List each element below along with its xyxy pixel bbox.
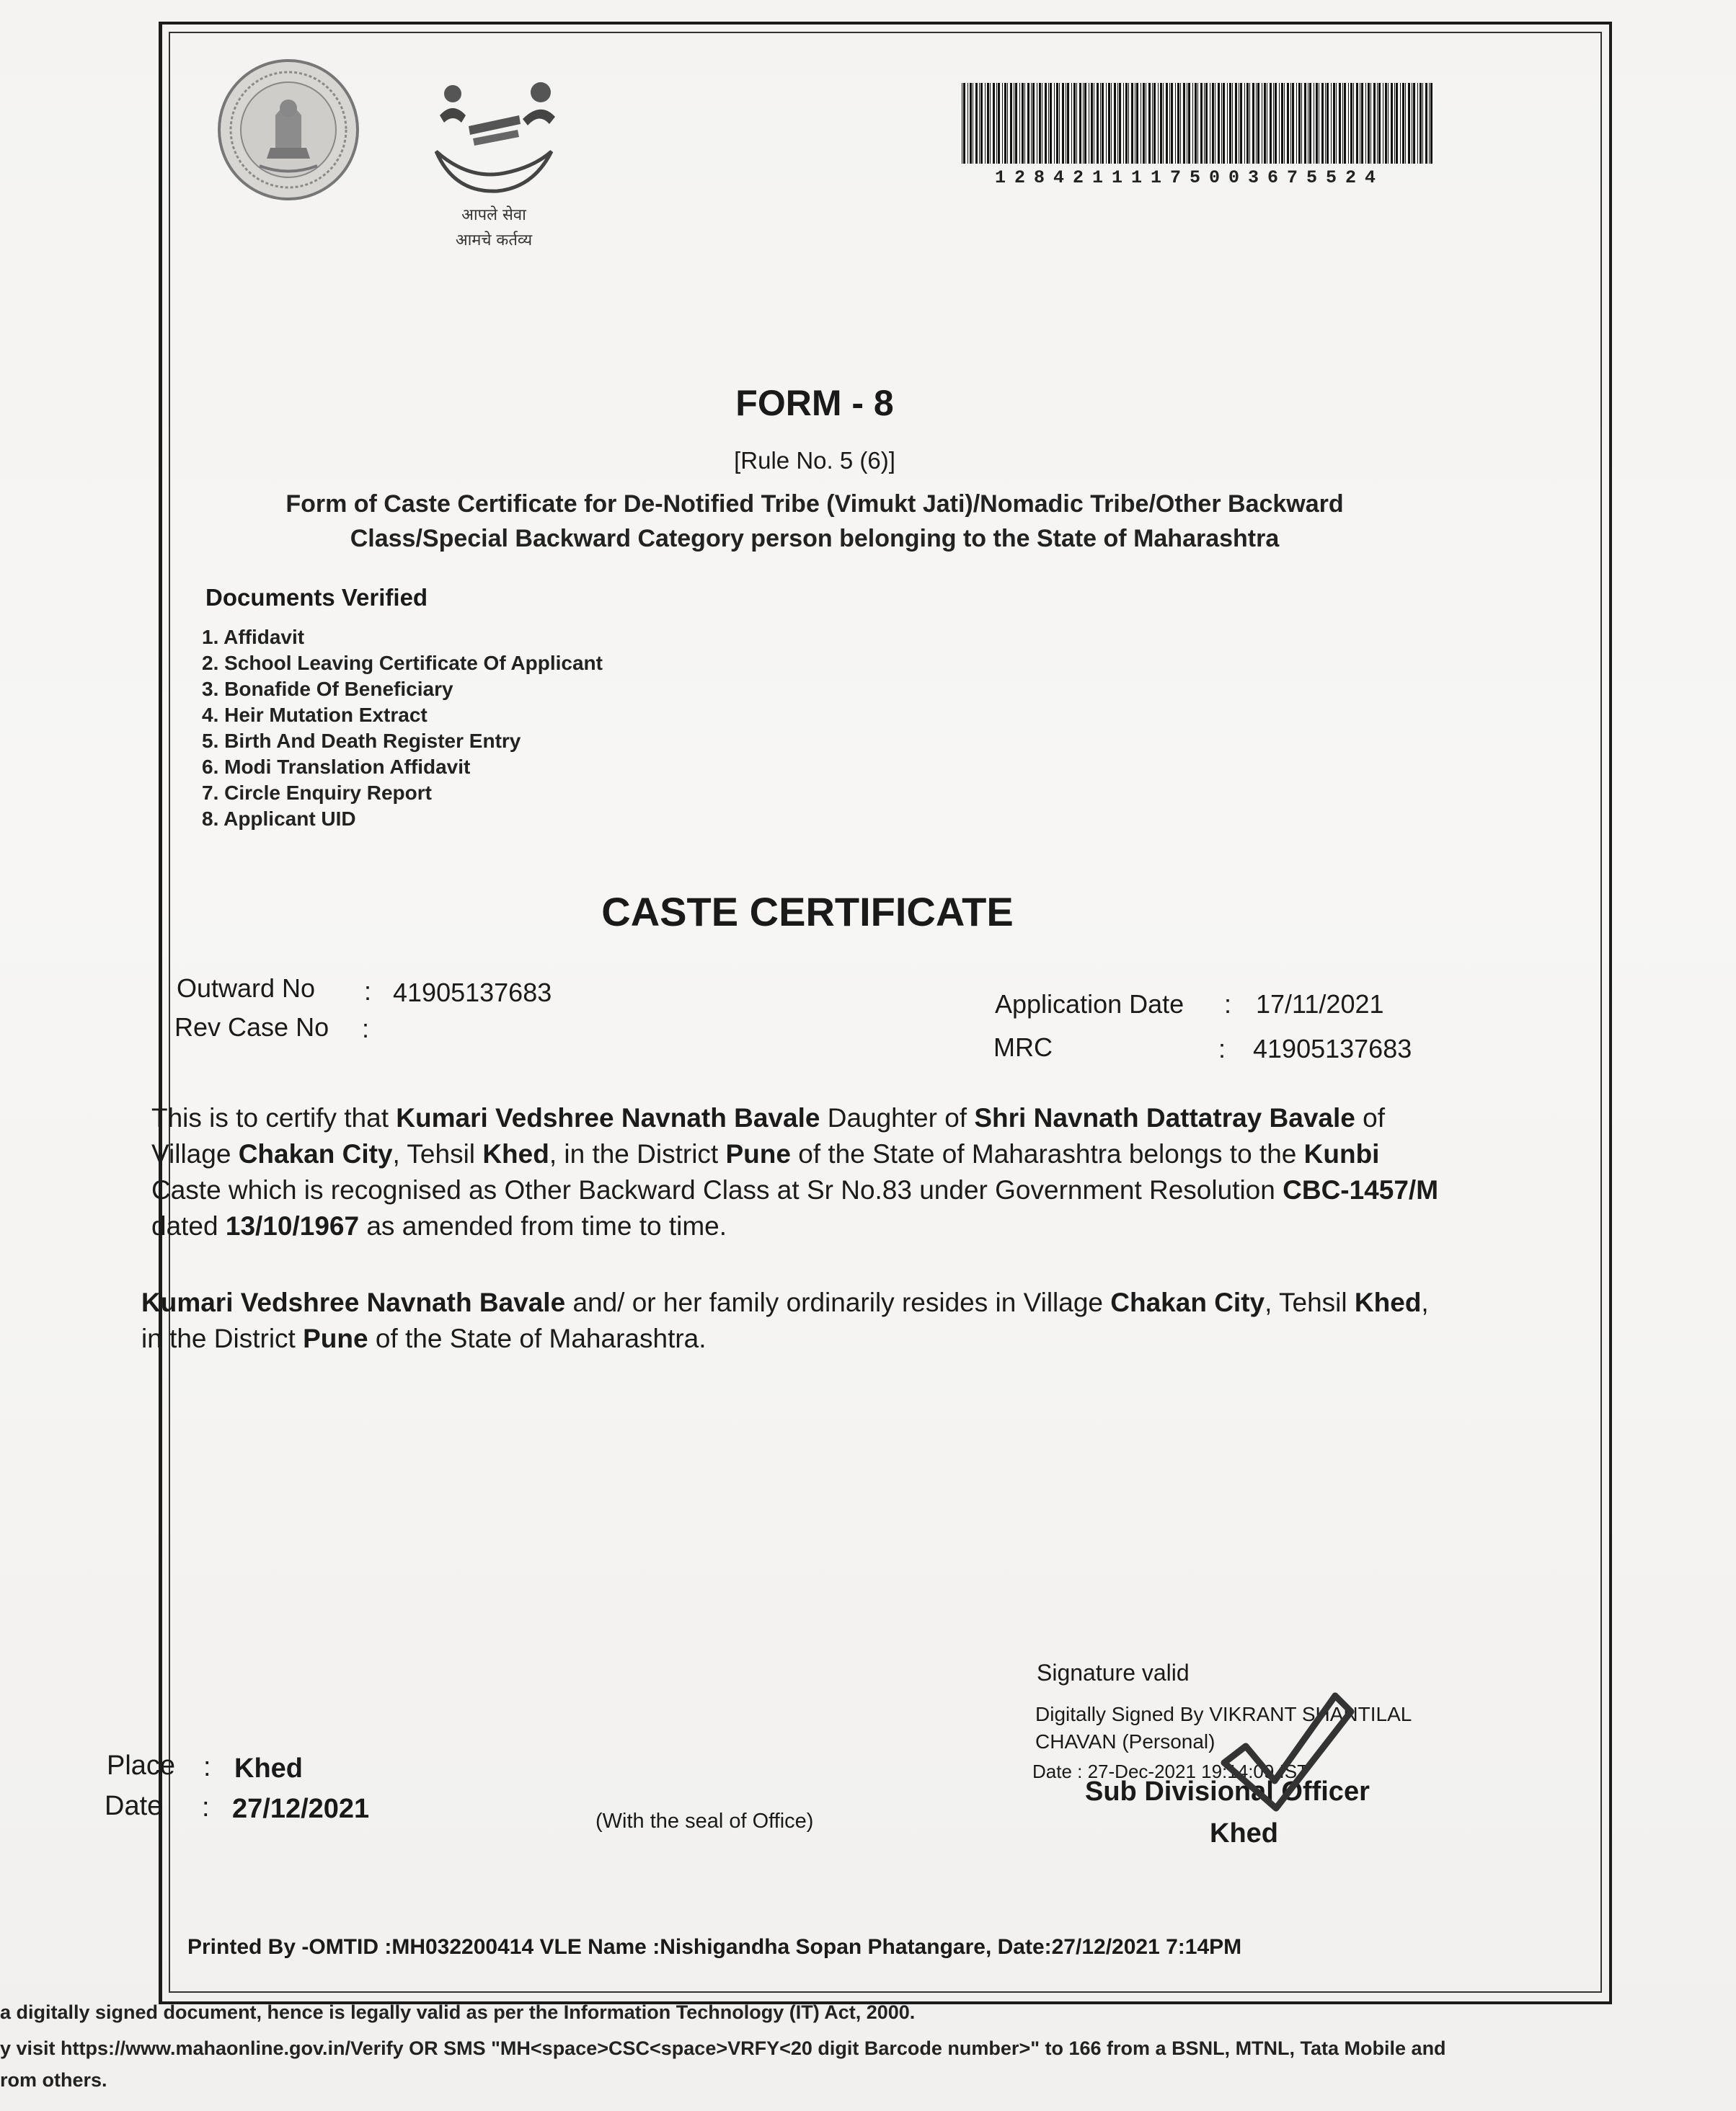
- text: of the State of Maharashtra.: [375, 1324, 707, 1353]
- barcode-bar: [1180, 83, 1181, 164]
- rev-case-colon: :: [362, 1014, 370, 1043]
- barcode-bar: [996, 83, 997, 164]
- barcode-bar: [1175, 83, 1176, 164]
- barcode-bar: [1246, 83, 1249, 164]
- barcode-bar: [1301, 83, 1302, 164]
- signature-valid-check-icon: [1218, 1687, 1355, 1817]
- date-value: 27/12/2021: [232, 1794, 370, 1824]
- barcode-bar: [1333, 83, 1335, 164]
- documents-heading: Documents Verified: [205, 584, 428, 611]
- barcode-bar: [1402, 83, 1404, 164]
- barcode-bar: [1298, 83, 1301, 164]
- barcode-bar: [1004, 83, 1006, 164]
- barcode-bar: [1385, 83, 1387, 164]
- barcode-bar: [1083, 83, 1084, 164]
- text: ,: [1265, 1288, 1272, 1317]
- text: Tehsil: [1279, 1288, 1347, 1317]
- certificate-title: CASTE CERTIFICATE: [601, 889, 1014, 934]
- barcode-bar: [987, 83, 989, 164]
- barcode-bar: [1270, 83, 1272, 164]
- signed-by: Digitally Signed By VIKRANT SHANTILAL: [1035, 1703, 1412, 1725]
- barcode-bar: [1400, 83, 1401, 164]
- barcode-bar: [1273, 83, 1274, 164]
- aaple-text-1: आपले सेवा: [461, 206, 526, 224]
- barcode-bar: [1388, 83, 1389, 164]
- printed-by: Printed By -OMTID :MH032200414 VLE Name :Nishigandha Sopan Phatangare, Date:27/12/2021 7:14PM: [187, 1935, 1242, 1959]
- signed-date: Date : 27-Dec-2021 19:14:09 IST: [1032, 1761, 1309, 1782]
- legal-note-line-2: y visit https://www.mahaonline.gov.in/Verify OR SMS "MH<space>CSC<space>VRFY<20 digit Barcode number>" to 166 from a BSNL, MTNL, Tata Mobile and: [0, 2037, 1446, 2059]
- barcode-bar: [1076, 83, 1077, 164]
- legal-note-line-3: rom others.: [0, 2069, 107, 2091]
- barcode-bar: [1045, 83, 1047, 164]
- text: dated: [151, 1211, 218, 1241]
- text: , in the District: [549, 1139, 719, 1169]
- list-item: 6. Modi Translation Affidavit: [202, 756, 471, 778]
- barcode-bar: [1420, 83, 1422, 164]
- barcode-bar: [990, 83, 991, 164]
- barcode-bar: [1056, 83, 1058, 164]
- barcode-bar: [1348, 83, 1349, 164]
- barcode-bar: [1309, 83, 1311, 164]
- barcode-bar: [1152, 83, 1153, 164]
- barcode-bar: [1252, 83, 1254, 164]
- barcode-bar: [1010, 83, 1012, 164]
- subtitle-line-2: Class/Special Backward Category person belonging to the State of Maharashtra: [350, 525, 1280, 552]
- barcode-bar: [1361, 83, 1363, 164]
- barcode-bar: [1223, 83, 1225, 164]
- barcode-bar: [1031, 83, 1032, 164]
- barcode-bar: [1079, 83, 1081, 164]
- barcode-bar: [1296, 83, 1297, 164]
- barcode-bar: [1417, 83, 1418, 164]
- village: Chakan City: [238, 1139, 393, 1169]
- barcode-bar: [1166, 83, 1168, 164]
- barcode-bar: [1106, 83, 1107, 164]
- barcode-bar: [1163, 83, 1164, 164]
- barcode-bar: [1007, 83, 1008, 164]
- district: Pune: [725, 1139, 791, 1169]
- barcode-bar: [979, 83, 980, 164]
- resolution-date: 13/10/1967: [225, 1211, 360, 1241]
- barcode-bar: [1027, 83, 1029, 164]
- place-label: Place: [107, 1751, 176, 1781]
- barcode-bar: [1316, 83, 1318, 164]
- barcode-bar: [1024, 83, 1025, 164]
- barcode-bar: [1192, 83, 1193, 164]
- list-item: 4. Heir Mutation Extract: [202, 704, 428, 726]
- barcode-bar: [1148, 83, 1151, 164]
- barcode-bar: [1405, 83, 1406, 164]
- barcode-bar: [1048, 83, 1049, 164]
- barcode: [959, 83, 1442, 173]
- barcode-bar: [1131, 83, 1133, 164]
- barcode-bar: [1430, 83, 1432, 164]
- rule-number: [Rule No. 5 (6)]: [734, 447, 895, 474]
- district: Pune: [303, 1324, 368, 1353]
- barcode-bar: [1325, 83, 1326, 164]
- list-item: 3. Bonafide Of Beneficiary: [202, 678, 453, 700]
- barcode-bar: [970, 83, 972, 164]
- signed-name: CHAVAN (Personal): [1035, 1730, 1215, 1753]
- barcode-bar: [1256, 83, 1257, 164]
- application-date-value: 17/11/2021: [1256, 989, 1384, 1019]
- barcode-bar: [1195, 83, 1197, 164]
- text: , in the District: [141, 1288, 1429, 1353]
- barcode-bar: [1059, 83, 1060, 164]
- barcode-bar: [1097, 83, 1099, 164]
- barcode-bar: [1244, 83, 1245, 164]
- certification-paragraph: [151, 1100, 1449, 1244]
- barcode-bar: [1123, 83, 1124, 164]
- barcode-bar: [1177, 83, 1179, 164]
- barcode-bar: [1050, 83, 1052, 164]
- barcode-bar: [1331, 83, 1332, 164]
- barcode-bar: [967, 83, 968, 164]
- applicant-name: Kumari Vedshree Navnath Bavale: [396, 1103, 820, 1133]
- maharashtra-emblem-icon: [216, 58, 360, 202]
- barcode-bar: [1143, 83, 1145, 164]
- barcode-bar: [1353, 83, 1354, 164]
- barcode-bar: [1275, 83, 1277, 164]
- barcode-bar: [1119, 83, 1121, 164]
- barcode-bar: [1413, 83, 1415, 164]
- tehsil: Khed: [1354, 1288, 1422, 1317]
- applicant-name: Kumari Vedshree Navnath Bavale: [141, 1288, 566, 1317]
- barcode-bar: [1117, 83, 1118, 164]
- barcode-bar: [993, 83, 995, 164]
- tehsil: Khed: [482, 1139, 549, 1169]
- mrc-value: 41905137683: [1253, 1034, 1412, 1063]
- list-item: 8. Applicant UID: [202, 807, 356, 830]
- subtitle-line-1: Form of Caste Certificate for De-Notified Tribe (Vimukt Jati)/Nomadic Tribe/Other Backward: [285, 490, 1344, 518]
- barcode-bar: [1218, 83, 1220, 164]
- mrc-colon: :: [1218, 1034, 1226, 1063]
- outward-value: 41905137683: [393, 978, 552, 1007]
- barcode-bar: [1229, 83, 1231, 164]
- date-colon: :: [202, 1792, 210, 1823]
- barcode-bar: [1422, 83, 1423, 164]
- barcode-bar: [1365, 83, 1366, 164]
- barcode-bar: [1084, 83, 1086, 164]
- barcode-bar: [1153, 83, 1156, 164]
- barcode-bar: [1342, 83, 1343, 164]
- barcode-bar: [1377, 83, 1378, 164]
- barcode-bar: [1158, 83, 1159, 164]
- barcode-bar: [1204, 83, 1205, 164]
- barcode-bar: [1128, 83, 1129, 164]
- officer-title: Sub Divisional Officer: [1085, 1776, 1370, 1807]
- text: Daughter of: [827, 1103, 967, 1133]
- list-item: 2. School Leaving Certificate Of Applicant: [202, 652, 603, 674]
- text: as amended from time to time.: [366, 1211, 727, 1241]
- barcode-bar: [1102, 83, 1104, 164]
- mrc-label: MRC: [993, 1032, 1053, 1062]
- inner-border: [169, 32, 1602, 1993]
- barcode-bar: [1396, 83, 1398, 164]
- text: Caste which is recognised as Other Backward Class at Sr No.83 under Government Resolution: [151, 1175, 1275, 1205]
- barcode-bar: [1073, 83, 1076, 164]
- barcode-bar: [1071, 83, 1072, 164]
- barcode-bar: [1019, 83, 1020, 164]
- barcode-bar: [1002, 83, 1003, 164]
- barcode-bar: [1321, 83, 1324, 164]
- aaple-sarkar-logo-icon: [425, 72, 562, 252]
- barcode-bar: [1091, 83, 1093, 164]
- barcode-bar: [1067, 83, 1069, 164]
- place-value: Khed: [234, 1753, 303, 1784]
- resolution-number: CBC-1457/M: [1283, 1175, 1439, 1205]
- text: This is to certify that: [151, 1103, 389, 1133]
- father-name: Shri Navnath Dattatray Bavale: [974, 1103, 1355, 1133]
- barcode-bar: [1279, 83, 1280, 164]
- barcode-bar: [1125, 83, 1128, 164]
- barcode-bar: [1100, 83, 1101, 164]
- barcode-bar: [1221, 83, 1222, 164]
- barcode-bar: [1032, 83, 1035, 164]
- village: Chakan City: [1110, 1288, 1265, 1317]
- barcode-bar: [975, 83, 978, 164]
- barcode-bar: [1408, 83, 1410, 164]
- barcode-bar: [1062, 83, 1064, 164]
- aaple-text-2: आमचे कर्तव्य: [455, 231, 533, 249]
- text: , Tehsil: [392, 1139, 476, 1169]
- barcode-bar: [963, 83, 965, 164]
- application-date-colon: :: [1224, 989, 1232, 1019]
- residence-paragraph: [141, 1285, 1453, 1357]
- barcode-bar: [1290, 83, 1291, 164]
- barcode-bar: [1391, 83, 1393, 164]
- barcode-bar: [1373, 83, 1376, 164]
- barcode-bar: [1257, 83, 1259, 164]
- barcode-bar: [1183, 83, 1185, 164]
- documents-list: [202, 624, 603, 832]
- barcode-bar: [1356, 83, 1358, 164]
- barcode-bar: [1039, 83, 1041, 164]
- application-date-label: Application Date: [995, 989, 1184, 1019]
- barcode-bar: [980, 83, 983, 164]
- barcode-number: 12842111175003675524: [995, 167, 1385, 188]
- outward-colon: :: [364, 976, 372, 1006]
- barcode-bar: [1240, 83, 1242, 164]
- caste: Kunbi: [1303, 1139, 1380, 1169]
- barcode-bar: [1327, 83, 1329, 164]
- barcode-bar: [1171, 83, 1173, 164]
- barcode-bar: [1136, 83, 1138, 164]
- date-label: Date: [105, 1791, 163, 1821]
- barcode-bar: [1160, 83, 1162, 164]
- barcode-bar: [1429, 83, 1430, 164]
- barcode-bar: [1378, 83, 1381, 164]
- barcode-bar: [1284, 83, 1285, 164]
- barcode-bar: [1394, 83, 1395, 164]
- list-item: 7. Circle Enquiry Report: [202, 782, 432, 804]
- form-subtitle: [216, 487, 1413, 556]
- barcode-bar: [1197, 83, 1198, 164]
- text: of the State of Maharashtra belongs to the: [798, 1139, 1297, 1169]
- seal-note: (With the seal of Office): [595, 1810, 814, 1833]
- barcode-bar: [1235, 83, 1237, 164]
- barcode-bar: [1368, 83, 1370, 164]
- officer-place: Khed: [1210, 1818, 1278, 1849]
- barcode-bar: [1114, 83, 1116, 164]
- barcode-bar: [1281, 83, 1283, 164]
- barcode-bar: [1200, 83, 1203, 164]
- barcode-bar: [1344, 83, 1346, 164]
- list-item: 5. Birth And Death Register Entry: [202, 730, 521, 752]
- barcode-bar: [1292, 83, 1294, 164]
- barcode-bar: [1205, 83, 1208, 164]
- barcode-bar: [1015, 83, 1017, 164]
- barcode-bar: [1339, 83, 1341, 164]
- barcode-bar: [1336, 83, 1337, 164]
- barcode-bar: [998, 83, 1000, 164]
- barcode-bar: [1249, 83, 1250, 164]
- form-title: FORM - 8: [735, 383, 894, 423]
- barcode-bar: [1304, 83, 1306, 164]
- text: and/ or her family ordinarily resides in Village: [572, 1288, 1103, 1317]
- signature-valid: Signature valid: [1037, 1660, 1190, 1686]
- barcode-bar: [1227, 83, 1228, 164]
- barcode-bar: [985, 83, 986, 164]
- rev-case-label: Rev Case No: [174, 1012, 329, 1042]
- barcode-bar: [1054, 83, 1055, 164]
- barcode-bar: [1232, 83, 1233, 164]
- barcode-bar: [1350, 83, 1352, 164]
- barcode-bar: [1212, 83, 1214, 164]
- barcode-bar: [1188, 83, 1190, 164]
- barcode-bar: [1169, 83, 1170, 164]
- barcode-bar: [1370, 83, 1371, 164]
- barcode-bar: [1264, 83, 1266, 164]
- barcode-bar: [1111, 83, 1112, 164]
- legal-note-line-1: a digitally signed document, hence is legally valid as per the Information Technology (IT) Act, 2000.: [0, 2001, 916, 2023]
- text: of Village: [151, 1103, 1385, 1169]
- barcode-bar: [1022, 83, 1024, 164]
- outward-label: Outward No: [177, 973, 316, 1003]
- list-item: 1. Affidavit: [202, 626, 305, 648]
- place-colon: :: [203, 1752, 211, 1782]
- barcode-bar: [1287, 83, 1289, 164]
- barcode-bar: [1425, 83, 1427, 164]
- barcode-bar: [1108, 83, 1110, 164]
